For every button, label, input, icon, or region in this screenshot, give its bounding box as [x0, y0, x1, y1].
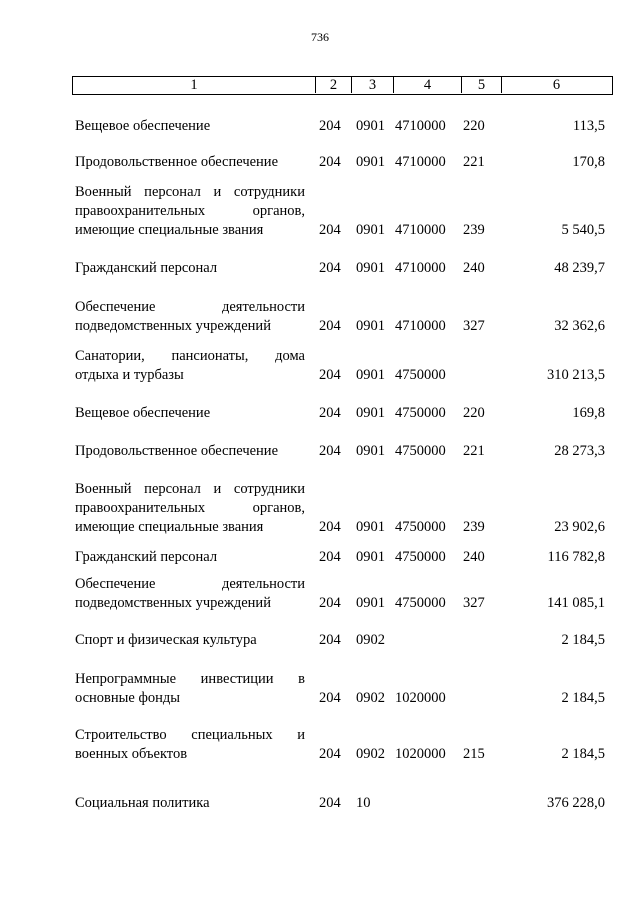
header-col-6: 6: [501, 77, 611, 93]
table-row: [75, 548, 605, 567]
cell-col-2: 204: [319, 222, 341, 238]
row-name-line: Социальная политика: [75, 795, 210, 811]
cell-col-2: 204: [319, 632, 341, 648]
cell-col-6: 23 902,6: [554, 519, 605, 535]
row-name-line: Гражданский персонал: [75, 549, 218, 565]
cell-col-6: 5 540,5: [561, 222, 605, 238]
row-name-line: Спорт и физическая культура: [75, 632, 257, 648]
header-col-4: 4: [393, 77, 461, 93]
row-name-line: правоохранительных органов,: [75, 203, 305, 219]
table-row: [75, 480, 605, 537]
cell-col-5: 240: [463, 260, 485, 276]
row-name: [75, 631, 305, 650]
row-name: [75, 480, 305, 537]
cell-col-5: 221: [463, 154, 485, 170]
row-name-line: Вещевое обеспечение: [75, 118, 211, 134]
row-name: [75, 794, 305, 813]
cell-col-5: 215: [463, 746, 485, 762]
page-number: 736: [311, 30, 329, 44]
cell-col-6: 28 273,3: [554, 443, 605, 459]
cell-col-6: 2 184,5: [561, 632, 605, 648]
cell-col-6: 141 085,1: [547, 595, 605, 611]
cell-col-5: 221: [463, 443, 485, 459]
cell-col-3: 0902: [356, 690, 385, 706]
cell-col-3: 0901: [356, 549, 385, 565]
cell-col-6: 2 184,5: [561, 746, 605, 762]
cell-col-2: 204: [319, 367, 341, 383]
cell-col-2: 204: [319, 118, 341, 134]
row-name-line: правоохранительных органов,: [75, 500, 305, 516]
table-row: [75, 575, 605, 613]
table-row: [75, 670, 605, 708]
cell-col-6: 2 184,5: [561, 690, 605, 706]
cell-col-5: 240: [463, 549, 485, 565]
row-name-line: Санатории, пансионаты, дома: [75, 348, 305, 364]
cell-col-5: 327: [463, 318, 485, 334]
row-name: [75, 442, 305, 461]
row-name-line: отдыха и турбазы: [75, 367, 184, 383]
table-row: [75, 259, 605, 278]
table-row: [75, 117, 605, 136]
cell-col-2: 204: [319, 549, 341, 565]
cell-col-3: 0902: [356, 632, 385, 648]
table-row: [75, 726, 605, 764]
header-col-3: 3: [351, 77, 393, 93]
cell-col-3: 0901: [356, 222, 385, 238]
table-row: [75, 153, 605, 172]
cell-col-6: 116 782,8: [547, 549, 605, 565]
row-name: [75, 548, 305, 567]
row-name: [75, 298, 305, 336]
row-name: [75, 726, 305, 764]
cell-col-2: 204: [319, 443, 341, 459]
cell-col-4: 4750000: [395, 595, 446, 611]
cell-col-3: 0901: [356, 519, 385, 535]
cell-col-4: 4750000: [395, 367, 446, 383]
cell-col-3: 0901: [356, 367, 385, 383]
row-name-line: Обеспечение деятельности: [75, 299, 305, 315]
cell-col-6: 32 362,6: [554, 318, 605, 334]
table-header: [72, 76, 613, 95]
cell-col-3: 0901: [356, 443, 385, 459]
cell-col-6: 113,5: [572, 118, 605, 134]
row-name: [75, 670, 305, 708]
table-row: [75, 404, 605, 423]
row-name-line: Вещевое обеспечение: [75, 405, 211, 421]
row-name-line: Военный персонал и сотрудники: [75, 184, 305, 200]
cell-col-6: 376 228,0: [547, 795, 605, 811]
cell-col-2: 204: [319, 154, 341, 170]
header-col-1: 1: [190, 77, 198, 93]
cell-col-6: 48 239,7: [554, 260, 605, 276]
cell-col-2: 204: [319, 519, 341, 535]
row-name-line: Непрограммные инвестиции в: [75, 671, 305, 687]
row-name-line: основные фонды: [75, 690, 180, 706]
cell-col-5: 239: [463, 222, 485, 238]
cell-col-6: 170,8: [572, 154, 605, 170]
row-name-line: Продовольственное обеспечение: [75, 443, 278, 459]
row-name-line: подведомственных учреждений: [75, 318, 271, 334]
cell-col-6: 169,8: [572, 405, 605, 421]
cell-col-4: 4710000: [395, 260, 446, 276]
row-name-line: имеющие специальные звания: [75, 519, 264, 535]
row-name: [75, 347, 305, 385]
cell-col-2: 204: [319, 405, 341, 421]
cell-col-5: 239: [463, 519, 485, 535]
row-name: [75, 259, 305, 278]
row-name-line: Гражданский персонал: [75, 260, 218, 276]
row-name-line: Продовольственное обеспечение: [75, 154, 278, 170]
cell-col-3: 0901: [356, 118, 385, 134]
row-name: [75, 404, 305, 423]
row-name: [75, 183, 305, 240]
cell-col-2: 204: [319, 595, 341, 611]
row-name-line: имеющие специальные звания: [75, 222, 264, 238]
cell-col-4: 4710000: [395, 154, 446, 170]
cell-col-4: 4750000: [395, 549, 446, 565]
table-row: [75, 794, 605, 813]
cell-col-2: 204: [319, 318, 341, 334]
row-name: [75, 153, 305, 172]
cell-col-3: 10: [356, 795, 371, 811]
row-name-line: военных объектов: [75, 746, 188, 762]
cell-col-2: 204: [319, 260, 341, 276]
cell-col-3: 0901: [356, 260, 385, 276]
row-name-line: Строительство специальных и: [75, 727, 305, 743]
table-row: [75, 183, 605, 240]
row-name-line: Военный персонал и сотрудники: [75, 481, 305, 497]
cell-col-6: 310 213,5: [547, 367, 605, 383]
cell-col-3: 0901: [356, 405, 385, 421]
row-name-line: подведомственных учреждений: [75, 595, 271, 611]
cell-col-4: 4710000: [395, 118, 446, 134]
cell-col-2: 204: [319, 795, 341, 811]
cell-col-2: 204: [319, 690, 341, 706]
cell-col-4: 4750000: [395, 443, 446, 459]
cell-col-3: 0901: [356, 154, 385, 170]
cell-col-2: 204: [319, 746, 341, 762]
cell-col-4: 4750000: [395, 405, 446, 421]
table-row: [75, 347, 605, 385]
cell-col-3: 0901: [356, 595, 385, 611]
cell-col-5: 220: [463, 118, 485, 134]
cell-col-4: 1020000: [395, 746, 446, 762]
cell-col-4: 4710000: [395, 318, 446, 334]
header-col-2: 2: [315, 77, 351, 93]
table-row: [75, 298, 605, 336]
table-row: [75, 631, 605, 650]
row-name: [75, 117, 305, 136]
cell-col-4: 1020000: [395, 690, 446, 706]
header-col-5: 5: [461, 77, 501, 93]
table-row: [75, 442, 605, 461]
cell-col-4: 4750000: [395, 519, 446, 535]
row-name-line: Обеспечение деятельности: [75, 576, 305, 592]
cell-col-5: 327: [463, 595, 485, 611]
cell-col-3: 0901: [356, 318, 385, 334]
row-name: [75, 575, 305, 613]
cell-col-3: 0902: [356, 746, 385, 762]
cell-col-5: 220: [463, 405, 485, 421]
cell-col-4: 4710000: [395, 222, 446, 238]
